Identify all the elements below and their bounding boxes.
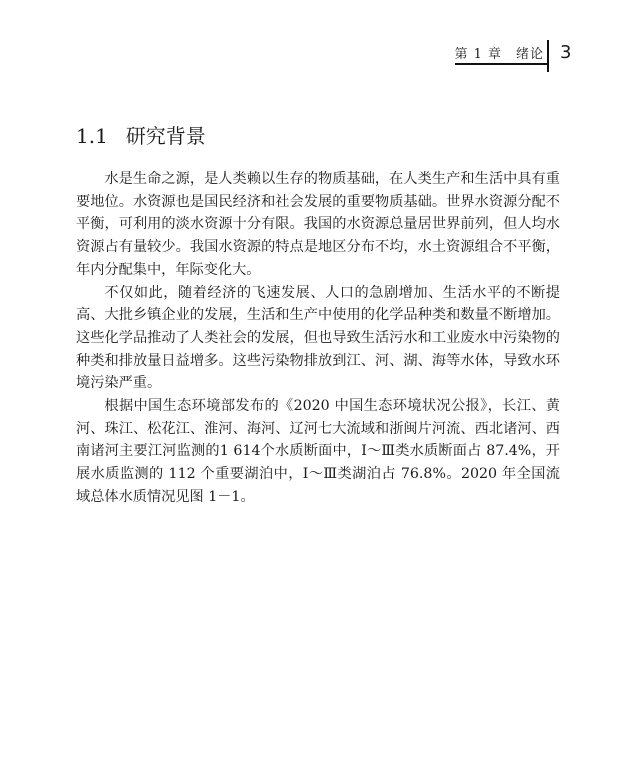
chapter-label: 第 1 章 绪论 — [454, 47, 544, 62]
running-header — [0, 0, 632, 80]
paragraph-water-resources: 水是生命之源，是人类赖以生存的物质基础，在人类生产和生活中具有重要地位。水资源也是国民经济和社会发展的重要物质基础。世界水资源分配不平衡，可利用的淡水资源十分有限。我国的水资源总量居世界前列，但人均水资源占有量较少。我国水资源的特点是地区分布不均，水土资源组合不平衡，年内分配集中，年际变化大。 — [76, 171, 560, 278]
paragraph-pollution-causes: 不仅如此，随着经济的飞速发展、人口的急剧增加、生活水平的不断提高、大批乡镇企业的发展，生活和生产中使用的化学品种类和数量不断增加。这些化学品推动了人类社会的发展，但也导致生活污水和工业废水中污染物的种类和排放量日益增多。这些污染物排放到江、河、湖、海等水体，导致水环境污染严重。 — [76, 284, 560, 392]
page-number: 3 — [560, 42, 572, 63]
section-heading — [76, 120, 206, 149]
section-number: 1.1 — [76, 124, 108, 148]
header-divider — [547, 40, 549, 72]
paragraph-water-quality-report: 根据中国生态环境部发布的《2020 中国生态环境状况公报》，长江、黄河、珠江、松花江、淮河、海河、辽河七大流域和浙闽片河流、西北诸河、西南诸河主要江河监测的1 614个水质断面中，Ⅰ～Ⅲ类水质断面占 87.4%，开展水质监测的 112 个重要湖泊中，Ⅰ～Ⅲ类湖泊占 76.8%。2020 年全国流域总体水质情况见图 1－1。 — [76, 398, 560, 505]
section-title: 研究背景 — [125, 124, 206, 148]
body-text — [76, 168, 560, 509]
header-underline — [455, 63, 548, 65]
